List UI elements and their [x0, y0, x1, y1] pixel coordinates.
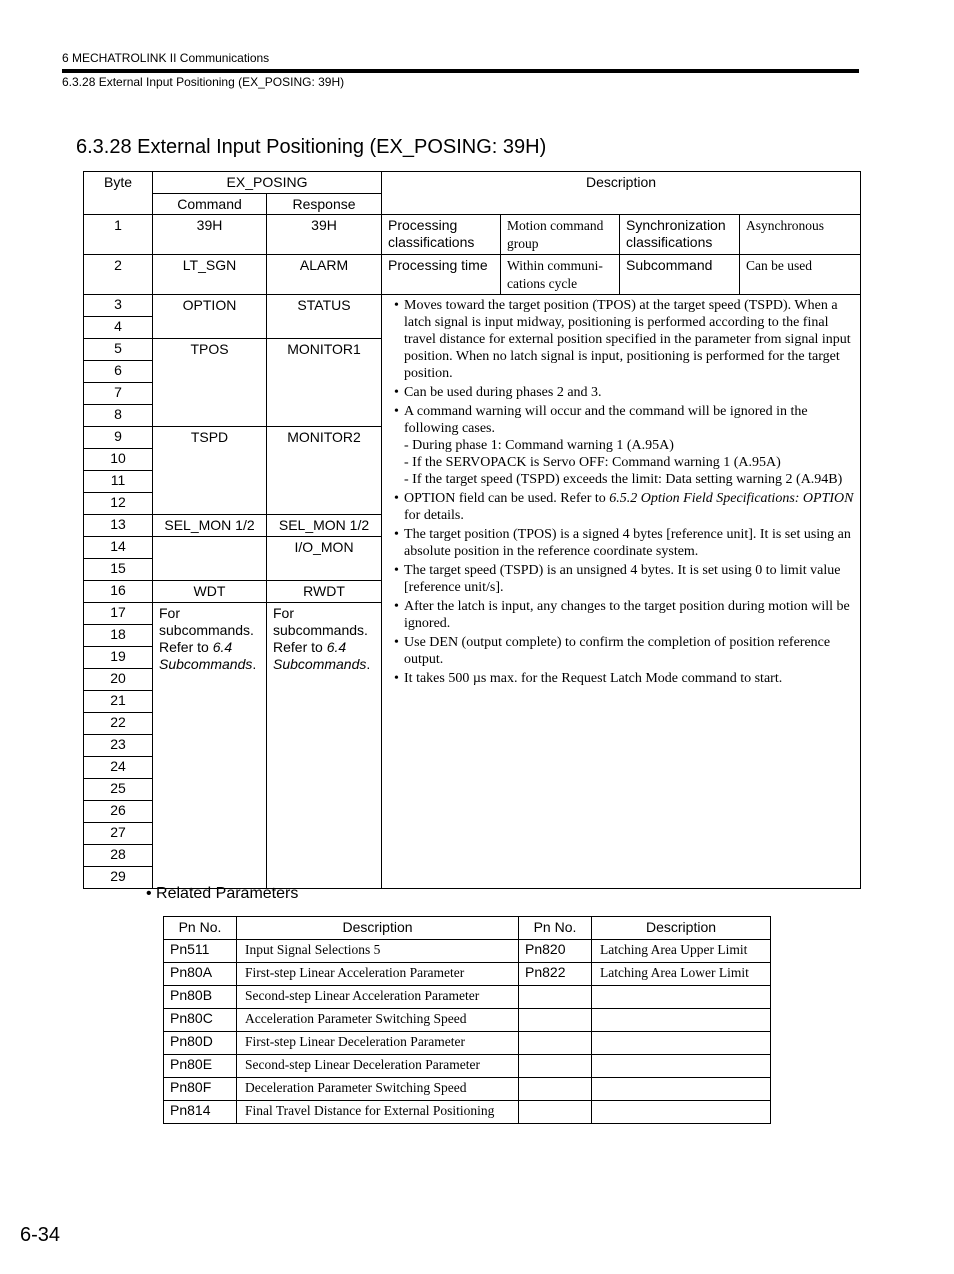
byte-cell: 11: [84, 471, 153, 493]
warning-case: - During phase 1: Command warning 1 (A.95A): [404, 438, 674, 453]
table-row: [164, 940, 771, 963]
description-cell: First-step Linear Acceleration Parameter: [237, 963, 519, 986]
byte-cell: 21: [84, 691, 153, 713]
byte-cell: 25: [84, 779, 153, 801]
list-item: • Moves toward the target position (TPOS) at the target speed (TSPD). When a latch signal is input midway, positioning is performed according to the final travel distance for external position specified in the parameter from signal input position. When no latch signal is input, positioning is performed for the target position.: [394, 298, 851, 381]
byte-cell: 3: [84, 295, 153, 317]
description-cell: [592, 1078, 771, 1101]
table-row: [164, 1032, 771, 1055]
description-cell: Deceleration Parameter Switching Speed: [237, 1078, 519, 1101]
pn-cell: Pn80A: [164, 963, 237, 986]
byte-cell: 8: [84, 405, 153, 427]
description-cell: Final Travel Distance for External Positioning: [237, 1101, 519, 1124]
pn-cell: Pn80F: [164, 1078, 237, 1101]
subcommand-response-cell: For subcommands. Refer to 6.4 Subcommands.: [267, 603, 382, 889]
response-cell: 39H: [267, 215, 382, 255]
description-cell: [592, 1032, 771, 1055]
synchronization-classifications-value: Asynchronous: [740, 215, 861, 255]
chapter-header: 6 MECHATROLINK II Communications: [62, 51, 270, 65]
description-cell: [592, 1009, 771, 1032]
byte-cell: 1: [84, 215, 153, 255]
processing-time-label: Processing time: [382, 255, 501, 295]
response-cell: ALARM: [267, 255, 382, 295]
monitor1-response-cell: MONITOR1: [267, 339, 382, 427]
list-item: • Can be used during phases 2 and 3.: [394, 385, 602, 400]
option-command-cell: OPTION: [153, 295, 267, 339]
header-response: Response: [267, 194, 382, 215]
header-description: Description: [592, 917, 771, 940]
wdt-command-cell: WDT: [153, 581, 267, 603]
byte-cell: 5: [84, 339, 153, 361]
header-command: Command: [153, 194, 267, 215]
byte-cell: 22: [84, 713, 153, 735]
related-parameters-table: [163, 916, 771, 1124]
list-item: • Use DEN (output complete) to confirm the completion of position reference output.: [394, 635, 831, 667]
table-row: [164, 963, 771, 986]
description-cell: First-step Linear Deceleration Parameter: [237, 1032, 519, 1055]
byte-cell: 27: [84, 823, 153, 845]
list-item: • After the latch is input, any changes to the target position during motion will be ignored.: [394, 599, 850, 631]
list-item: • OPTION field can be used. Refer to 6.5.2 Option Field Specifications: OPTION for details.: [394, 491, 854, 523]
byte-cell: 19: [84, 647, 153, 669]
byte-cell: 18: [84, 625, 153, 647]
byte-cell: 2: [84, 255, 153, 295]
subcommands-reference: 6.4 Subcommands: [159, 639, 253, 672]
byte-cell: 23: [84, 735, 153, 757]
warning-case: - If the SERVOPACK is Servo OFF: Command warning 1 (A.95A): [404, 455, 781, 470]
description-list: [394, 297, 856, 687]
pn-cell: Pn814: [164, 1101, 237, 1124]
header-pn-no: Pn No.: [164, 917, 237, 940]
table-row: [164, 986, 771, 1009]
monitor2-response-cell: MONITOR2: [267, 427, 382, 515]
command-cell: 39H: [153, 215, 267, 255]
byte-cell: 7: [84, 383, 153, 405]
table-row: [164, 1078, 771, 1101]
header-description: Description: [237, 917, 519, 940]
description-cell: Latching Area Lower Limit: [592, 963, 771, 986]
list-item: • The target position (TPOS) is a signed 4 bytes [reference unit]. It is set using an absolute position in the reference coordinate system.: [394, 527, 851, 559]
command-table: [83, 171, 861, 889]
pn-cell: Pn80E: [164, 1055, 237, 1078]
byte-cell: 26: [84, 801, 153, 823]
pn-cell: Pn822: [519, 963, 592, 986]
table-row: [164, 1009, 771, 1032]
list-item: • The target speed (TSPD) is an unsigned 4 bytes. It is set using 0 to limit value [reference unit/s].: [394, 563, 841, 595]
byte-cell: 4: [84, 317, 153, 339]
description-cell: Acceleration Parameter Switching Speed: [237, 1009, 519, 1032]
description-cell: Second-step Linear Deceleration Parameter: [237, 1055, 519, 1078]
byte-cell: 24: [84, 757, 153, 779]
description-cell: [382, 295, 861, 889]
subcommand-label: Subcommand: [620, 255, 740, 295]
tspd-command-cell: TSPD: [153, 427, 267, 515]
byte-cell: 29: [84, 867, 153, 889]
table-row: [84, 255, 861, 295]
pn-cell: Pn511: [164, 940, 237, 963]
page-number: 6-34: [20, 1224, 61, 1246]
pn-cell: [519, 986, 592, 1009]
sel-mon-command-cell: SEL_MON 1/2: [153, 515, 267, 537]
processing-time-value: Within communi-cations cycle: [501, 255, 620, 295]
description-cell: Input Signal Selections 5: [237, 940, 519, 963]
description-cell: Latching Area Upper Limit: [592, 940, 771, 963]
synchronization-classifications-label: Synchronization classifications: [620, 215, 740, 255]
page-title: 6.3.28 External Input Positioning (EX_POSING: 39H): [76, 136, 547, 158]
option-field-reference: 6.5.2 Option Field Specifications: OPTION: [609, 491, 854, 506]
byte-cell: 16: [84, 581, 153, 603]
pn-cell: [519, 1055, 592, 1078]
byte-cell: 17: [84, 603, 153, 625]
pn-cell: [519, 1078, 592, 1101]
header-rule: [62, 69, 859, 73]
pn-cell: [519, 1032, 592, 1055]
command-cell: LT_SGN: [153, 255, 267, 295]
table-row: [164, 1101, 771, 1124]
list-item: • It takes 500 µs max. for the Request Latch Mode command to start.: [394, 671, 783, 686]
description-cell: [592, 986, 771, 1009]
byte-cell: 10: [84, 449, 153, 471]
pn-cell: Pn80C: [164, 1009, 237, 1032]
rwdt-response-cell: RWDT: [267, 581, 382, 603]
subcommand-value: Can be used: [740, 255, 861, 295]
related-parameters-heading: • Related Parameters: [146, 885, 299, 902]
subcommands-reference: 6.4 Subcommands: [273, 639, 367, 672]
byte-cell: 15: [84, 559, 153, 581]
byte-cell: 12: [84, 493, 153, 515]
header-byte: Byte: [84, 172, 153, 215]
warning-case: - If the target speed (TSPD) exceeds the limit: Data setting warning 2 (A.94B): [404, 472, 843, 487]
table-row: [164, 1055, 771, 1078]
tpos-command-cell: TPOS: [153, 339, 267, 427]
pn-cell: Pn80D: [164, 1032, 237, 1055]
reserved-command-cell: [153, 537, 267, 581]
status-response-cell: STATUS: [267, 295, 382, 339]
table-row: [84, 215, 861, 255]
pn-cell: Pn80B: [164, 986, 237, 1009]
byte-cell: 9: [84, 427, 153, 449]
byte-cell: 13: [84, 515, 153, 537]
list-item: • A command warning will occur and the command will be ignored in the following cases. - During phase 1: Command warning 1 (A.95A) - If the SERVOPACK is Servo OFF: Command warning 1 (A.95A) - If the target speed (TSPD) exceeds the limit: Data setting warning 2 (A.94B): [394, 403, 856, 488]
description-cell: [592, 1055, 771, 1078]
pn-cell: [519, 1101, 592, 1124]
header-pn-no: Pn No.: [519, 917, 592, 940]
header-command-name: EX_POSING: [153, 172, 382, 194]
io-mon-response-cell: I/O_MON: [267, 537, 382, 581]
header-description: Description: [382, 172, 861, 215]
description-cell: Second-step Linear Acceleration Parameter: [237, 986, 519, 1009]
processing-classifications-label: Processing classifications: [382, 215, 501, 255]
byte-cell: 28: [84, 845, 153, 867]
subcommand-command-cell: For subcommands. Refer to 6.4 Subcommands.: [153, 603, 267, 889]
pn-cell: [519, 1009, 592, 1032]
pn-cell: Pn820: [519, 940, 592, 963]
description-cell: [592, 1101, 771, 1124]
byte-cell: 20: [84, 669, 153, 691]
byte-cell: 14: [84, 537, 153, 559]
sel-mon-response-cell: SEL_MON 1/2: [267, 515, 382, 537]
section-header: 6.3.28 External Input Positioning (EX_POSING: 39H): [62, 75, 345, 89]
byte-cell: 6: [84, 361, 153, 383]
processing-classifications-value: Motion command group: [501, 215, 620, 255]
